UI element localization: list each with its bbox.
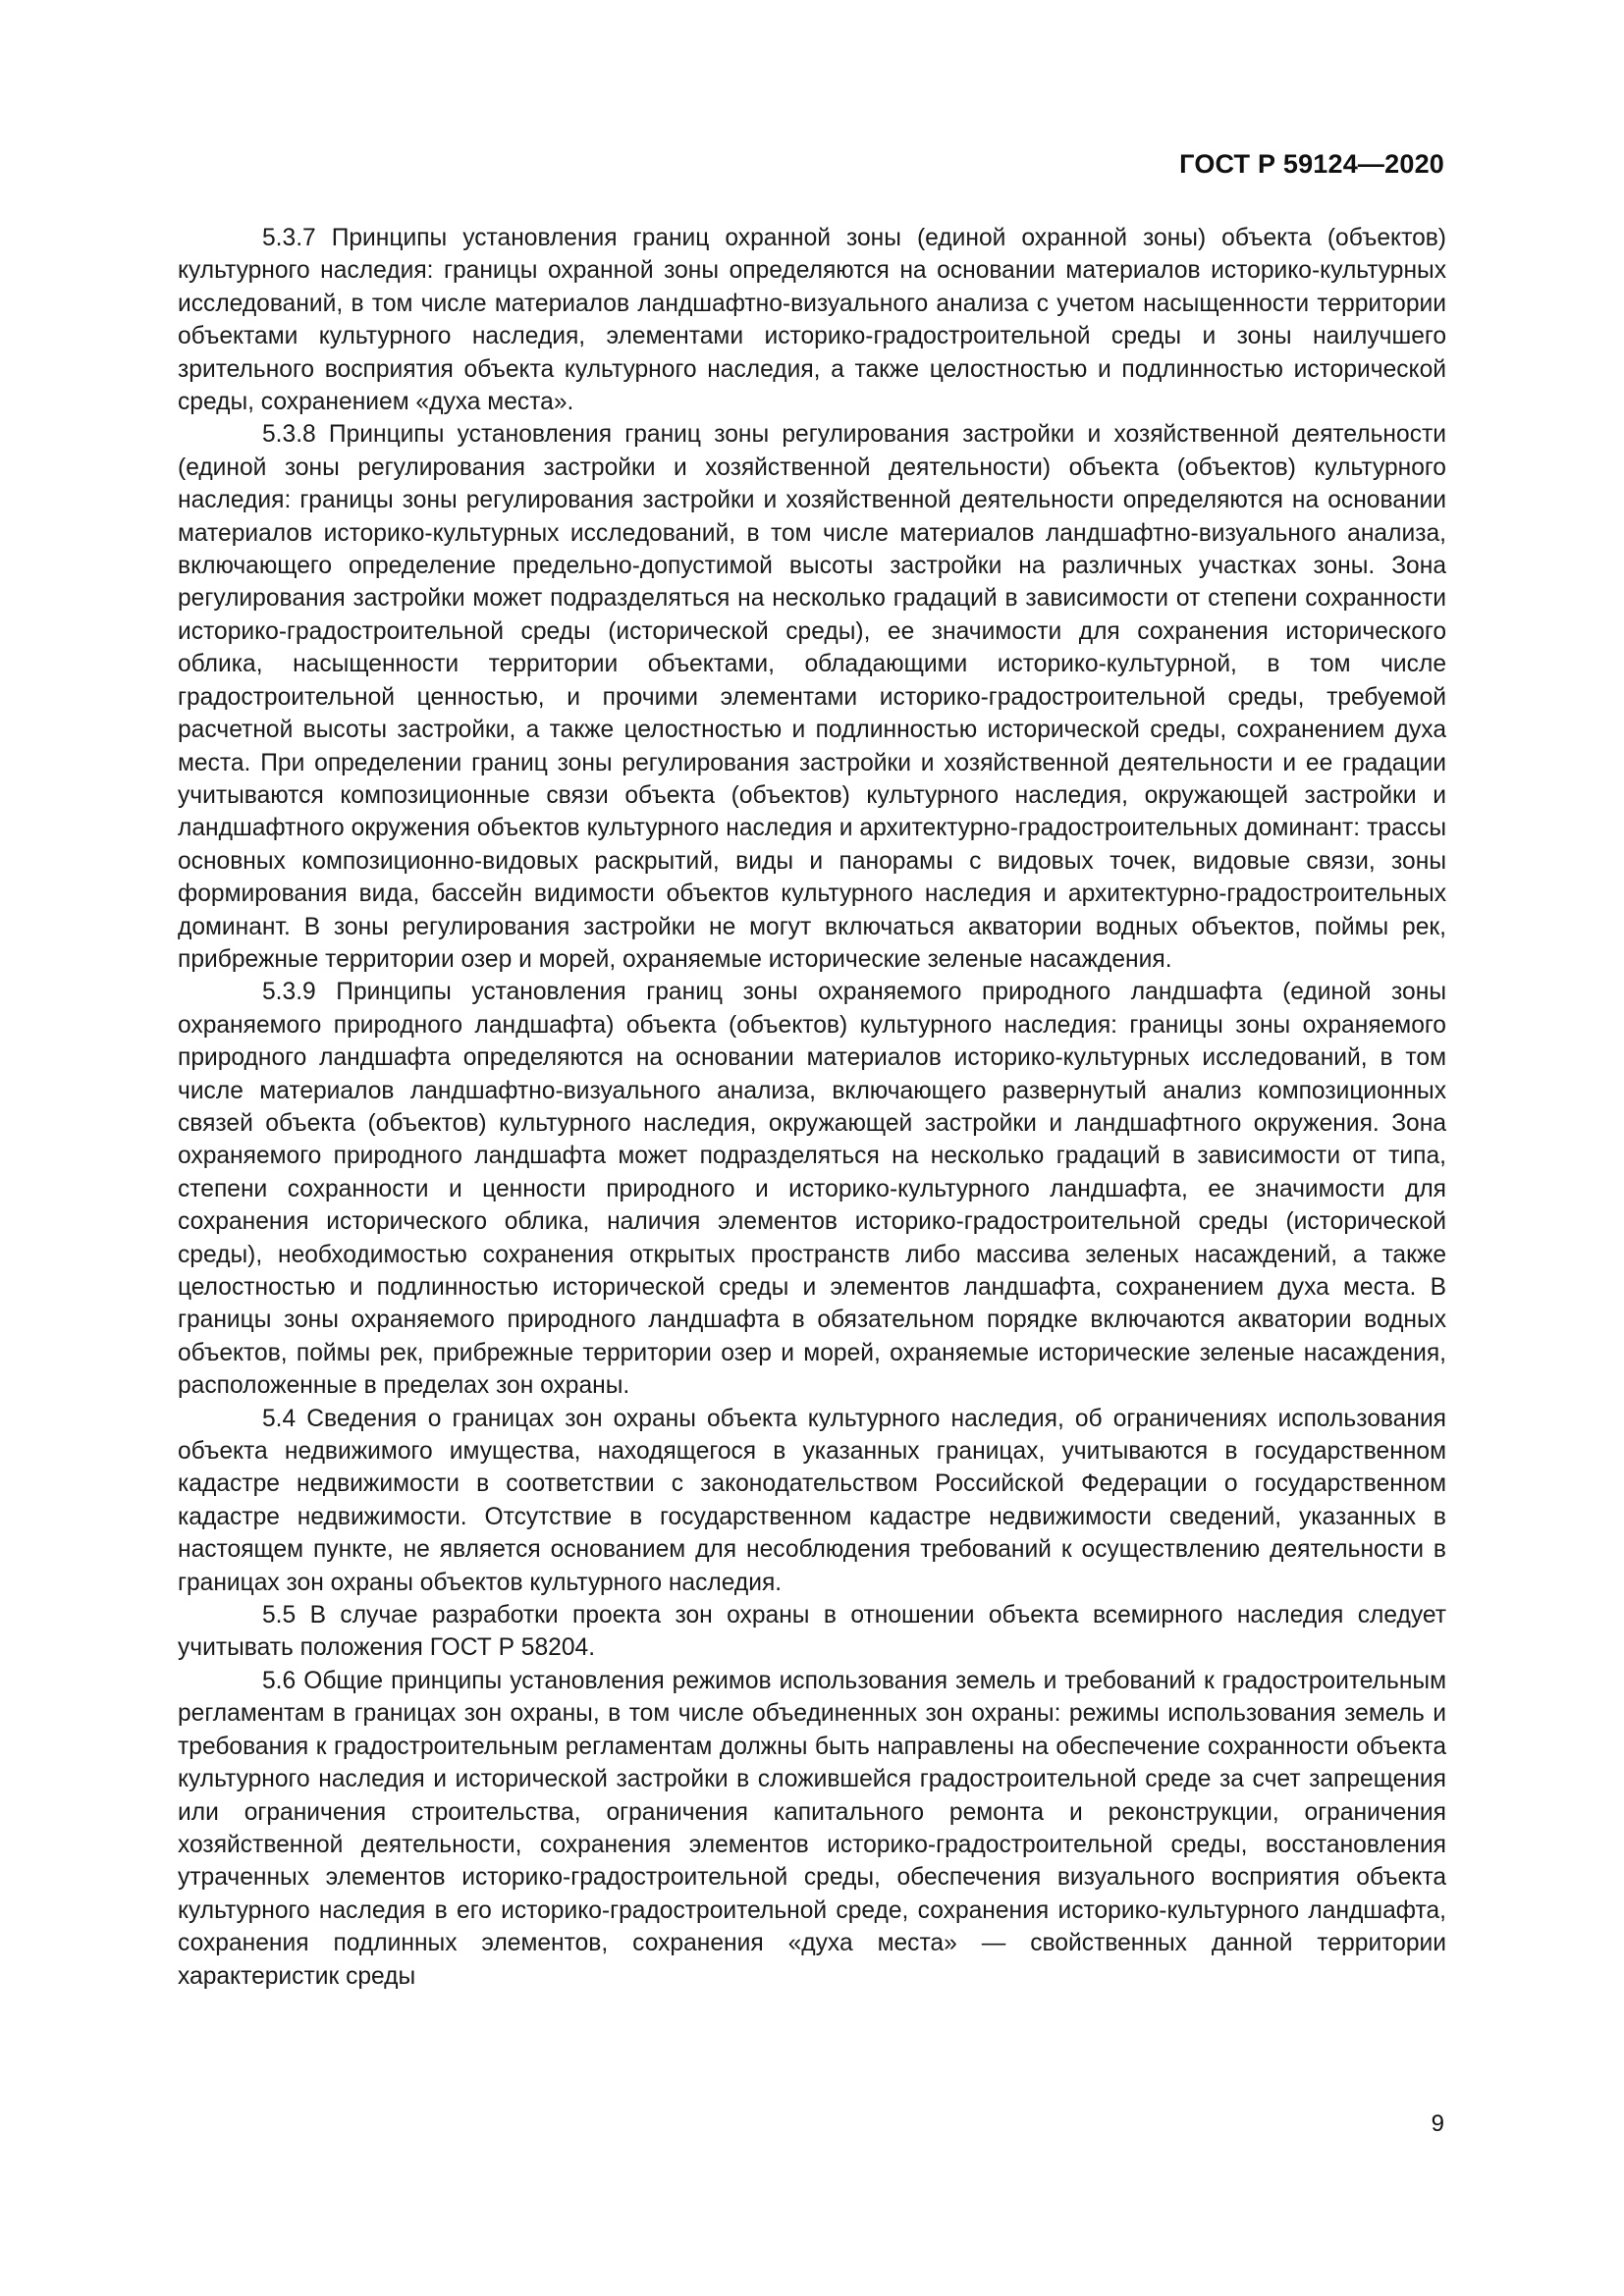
paragraph-5-5: 5.5 В случае разработки проекта зон охраны в отношении объекта всемирного наследия следует учитывать положения ГОСТ Р 58204.	[178, 1602, 1446, 1662]
page-number: 9	[1431, 2110, 1444, 2137]
document-body	[178, 222, 1446, 1993]
paragraph-5-4: 5.4 Сведения о границах зон охраны объекта культурного наследия, об ограничениях использования объекта недвижимого имущества, находящегося в указанных границах, учитываются в государственном кадастре недвижимости в соответствии с законодательством Российской Федерации о государственном кадастре недвижимости. Отсутствие в государственном кадастре недвижимости сведений, указанных в настоящем пункте, не является основанием для несоблюдения требований к осуществлению деятельности в границах зон охраны объектов культурного наследия.	[178, 1405, 1446, 1596]
paragraph-5-3-7: 5.3.7 Принципы установления границ охранной зоны (единой охранной зоны) объекта (объектов) культурного наследия: границы охранной зоны определяются на основании материалов историко-культурных исследований, в том числе материалов ландшафтно-визуального анализа с учетом насыщенности территории объектами культурного наследия, элементами историко-градостроительной среды и зоны наилучшего зрительного восприятия объекта культурного наследия, а также целостностью и подлинностью исторической среды, сохранением «духа места».	[178, 225, 1446, 416]
paragraph-5-3-9: 5.3.9 Принципы установления границ зоны охраняемого природного ландшафта (единой зоны охраняемого природного ландшафта) объекта (объектов) культурного наследия: границы зоны охраняемого природного ландшафта определяются на основании материалов историко-культурных исследований, в том числе материалов ландшафтно-визуального анализа, включающего развернутый анализ композиционных связей объекта (объектов) культурного наследия, окружающей застройки и ландшафтного окружения. Зона охраняемого природного ландшафта может подразделяться на несколько градаций в зависимости от типа, степени сохранности и ценности природного и историко-культурного ландшафта, ее значимости для сохранения исторического облика, наличия элементов историко-градостроительной среды (исторической среды), необходимостью сохранения открытых пространств либо массива зеленых насаждений, а также целостностью и подлинностью исторической среды и элементов ландшафта, сохранением духа места. В границы зоны охраняемого природного ландшафта в обязательном порядке включаются акватории водных объектов, поймы рек, прибрежные территории озер и морей, охраняемые исторические зеленые насаждения, расположенные в пределах зон охраны.	[178, 979, 1446, 1400]
document-code-header: ГОСТ Р 59124—2020	[1179, 149, 1444, 179]
paragraph-5-3-8: 5.3.8 Принципы установления границ зоны регулирования застройки и хозяйственной деятельности (единой зоны регулирования застройки и хозяйственной деятельности) объекта (объектов) культурного наследия: границы зоны регулирования застройки и хозяйственной деятельности определяются на основании материалов историко-культурных исследований, в том числе материалов ландшафтно-визуального анализа, включающего определение предельно-допустимой высоты застройки на различных участках зоны. Зона регулирования застройки может подразделяться на несколько градаций в зависимости от степени сохранности историко-градостроительной среды (исторической среды), ее значимости для сохранения исторического облика, насыщенности территории объектами, обладающими историко-культурной, в том числе градостроительной ценностью, и прочими элементами историко-градостроительной среды, требуемой расчетной высоты застройки, а также целостностью и подлинностью исторической среды, сохранением духа места. При определении границ зоны регулирования застройки и хозяйственной деятельности и ее градации учитываются композиционные связи объекта (объектов) культурного наследия, окружающей застройки и ландшафтного окружения объектов культурного наследия и архитектурно-градостроительных доминант: трассы основных композиционно-видовых раскрытий, виды и панорамы с видовых точек, видовые связи, зоны формирования вида, бассейн видимости объектов культурного наследия и архитектурно-градостроительных доминант. В зоны регулирования застройки не могут включаться акватории водных объектов, поймы рек, прибрежные территории озер и морей, охраняемые исторические зеленые насаждения.	[178, 421, 1446, 973]
paragraph-5-6: 5.6 Общие принципы установления режимов использования земель и требований к градостроительным регламентам в границах зон охраны, в том числе объединенных зон охраны: режимы использования земель и требования к градостроительным регламентам должны быть направлены на обеспечение сохранности объекта культурного наследия и исторической застройки в сложившейся градостроительной среде за счет запрещения или ограничения строительства, ограничения капитального ремонта и реконструкции, ограничения хозяйственной деятельности, сохранения элементов историко-градостроительной среды, восстановления утраченных элементов историко-градостроительной среды, обеспечения визуального восприятия объекта культурного наследия в его историко-градостроительной среде, сохранения историко-культурного ландшафта, сохранения подлинных элементов, сохранения «духа места» — свойственных данной территории характеристик среды	[178, 1667, 1446, 1990]
